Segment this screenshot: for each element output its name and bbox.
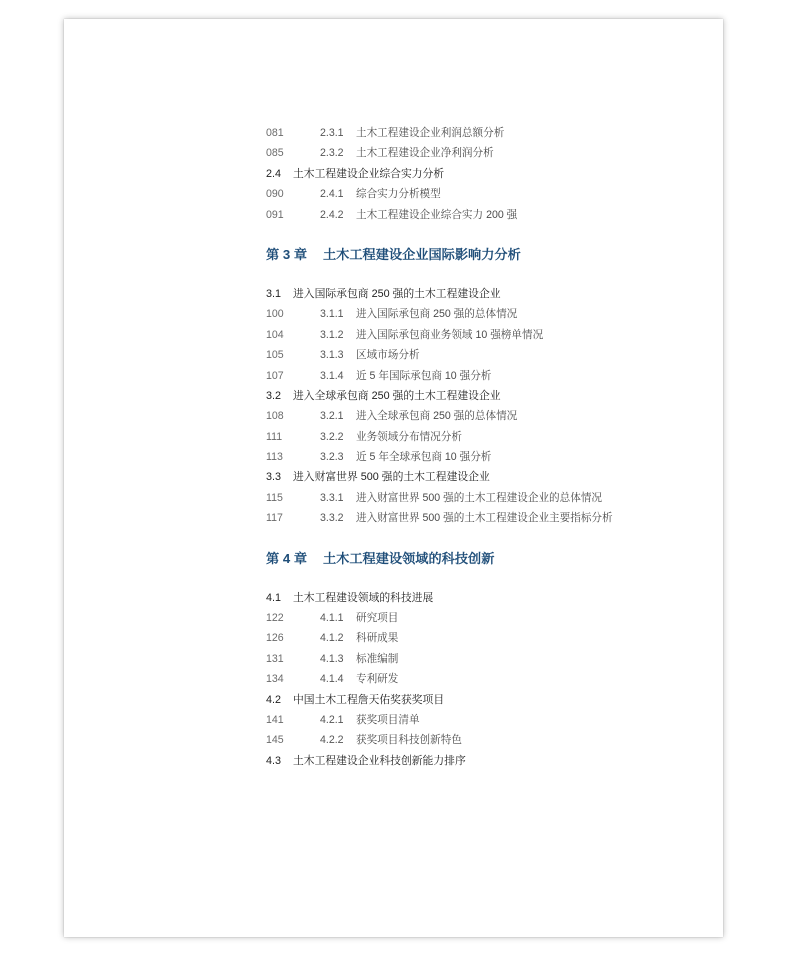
toc-entry-row[interactable]: [266, 325, 696, 345]
page-number: 117: [266, 512, 283, 525]
page-number: 104: [266, 328, 284, 341]
section-title: 土木工程建设企业综合实力分析: [293, 167, 445, 180]
page-number: 085: [266, 147, 284, 160]
entry-number: 4.2.2: [320, 734, 344, 747]
page-number: 122: [266, 612, 284, 625]
toc-entry-row[interactable]: [266, 184, 696, 204]
toc-entry-row[interactable]: [266, 508, 696, 528]
section-number: 4.2: [266, 693, 282, 706]
entry-number: 3.1.3: [320, 349, 344, 362]
entry-title: 研究项目: [356, 612, 399, 625]
toc-entry-row[interactable]: [266, 304, 696, 324]
chapter-title: 土木工程建设领域的科技创新: [323, 550, 495, 566]
section-number: 2.4: [266, 167, 282, 180]
table-of-contents: [266, 123, 696, 771]
section-title: 土木工程建设领域的科技进展: [293, 591, 434, 604]
entry-number: 4.1.4: [320, 673, 344, 686]
entry-number: 4.1.2: [320, 632, 344, 645]
entry-title: 近 5 年国际承包商 10 强分析: [356, 369, 492, 382]
page-number: 145: [266, 734, 284, 747]
toc-entry-row[interactable]: [266, 669, 696, 689]
toc-section-row[interactable]: [266, 164, 696, 184]
entry-title: 进入国际承包商 250 强的总体情况: [356, 308, 518, 321]
toc-entry-row[interactable]: [266, 205, 696, 225]
toc-block-chapter-3: [266, 284, 696, 529]
entry-number: 3.3.2: [320, 512, 344, 525]
entry-title: 科研成果: [356, 632, 399, 645]
page-number: 100: [266, 308, 284, 321]
toc-entry-row[interactable]: [266, 649, 696, 669]
page-number: 113: [266, 451, 283, 464]
page-number: 131: [266, 652, 284, 665]
section-number: 4.1: [266, 591, 282, 604]
chapter-heading-4[interactable]: [266, 549, 696, 569]
document-page: [64, 19, 723, 937]
entry-title: 土木工程建设企业综合实力 200 强: [356, 208, 518, 221]
entry-number: 2.3.2: [320, 147, 344, 160]
toc-entry-row[interactable]: [266, 345, 696, 365]
entry-number: 3.2.1: [320, 410, 344, 423]
toc-section-row[interactable]: [266, 690, 696, 710]
entry-number: 3.3.1: [320, 491, 344, 504]
entry-number: 2.4.1: [320, 188, 344, 201]
entry-number: 3.1.2: [320, 328, 344, 341]
section-title: 进入国际承包商 250 强的土木工程建设企业: [293, 287, 501, 300]
chapter-number: 第 3 章: [266, 246, 308, 262]
toc-section-row[interactable]: [266, 751, 696, 771]
section-number: 4.3: [266, 754, 282, 767]
page-number: 141: [266, 713, 284, 726]
entry-title: 进入财富世界 500 强的土木工程建设企业的总体情况: [356, 491, 603, 504]
entry-title: 获奖项目科技创新特色: [356, 734, 462, 747]
toc-entry-row[interactable]: [266, 447, 696, 467]
toc-entry-row[interactable]: [266, 488, 696, 508]
toc-entry-row[interactable]: [266, 366, 696, 386]
entry-title: 业务领域分布情况分析: [356, 430, 462, 443]
toc-entry-row[interactable]: [266, 123, 696, 143]
chapter-heading-3[interactable]: [266, 245, 696, 265]
entry-number: 3.2.3: [320, 451, 344, 464]
toc-entry-row[interactable]: [266, 730, 696, 750]
toc-block-chapter-4: [266, 588, 696, 772]
entry-number: 3.1.4: [320, 369, 344, 382]
entry-title: 土木工程建设企业净利润分析: [356, 147, 494, 160]
entry-number: 3.2.2: [320, 430, 344, 443]
section-title: 进入全球承包商 250 强的土木工程建设企业: [293, 389, 501, 402]
entry-number: 2.3.1: [320, 127, 344, 139]
entry-number: 4.1.1: [320, 612, 344, 625]
page-number: 126: [266, 632, 284, 645]
entry-title: 专利研发: [356, 673, 399, 686]
entry-title: 获奖项目清单: [356, 713, 420, 726]
toc-entry-row[interactable]: [266, 406, 696, 426]
section-title: 进入财富世界 500 强的土木工程建设企业: [293, 471, 490, 484]
entry-title: 进入财富世界 500 强的土木工程建设企业主要指标分析: [356, 512, 613, 525]
entry-title: 标准编制: [356, 652, 399, 665]
section-number: 3.3: [266, 471, 282, 484]
page-number: 091: [266, 208, 284, 221]
section-number: 3.1: [266, 287, 282, 300]
entry-number: 2.4.2: [320, 208, 344, 221]
toc-entry-row[interactable]: [266, 710, 696, 730]
page-number: 107: [266, 369, 284, 382]
entry-title: 近 5 年全球承包商 10 强分析: [356, 451, 492, 464]
toc-entry-row[interactable]: [266, 628, 696, 648]
toc-entry-row[interactable]: [266, 427, 696, 447]
entry-title: 综合实力分析模型: [356, 188, 441, 201]
page-number: 081: [266, 127, 284, 139]
page-number: 115: [266, 491, 283, 504]
toc-section-row[interactable]: [266, 588, 696, 608]
section-title: 土木工程建设企业科技创新能力排序: [293, 754, 466, 767]
page-number: 105: [266, 349, 284, 362]
entry-number: 4.1.3: [320, 652, 344, 665]
page-number: 134: [266, 673, 284, 686]
toc-block-chapter-2-tail: [266, 123, 696, 225]
toc-section-row[interactable]: [266, 284, 696, 304]
entry-number: 3.1.1: [320, 308, 344, 321]
page-number: 090: [266, 188, 284, 201]
section-number: 3.2: [266, 389, 282, 402]
entry-title: 进入国际承包商业务领域 10 强榜单情况: [356, 328, 544, 341]
entry-number: 4.2.1: [320, 713, 344, 726]
entry-title: 土木工程建设企业利润总额分析: [356, 127, 505, 139]
toc-section-row[interactable]: [266, 386, 696, 406]
toc-entry-row[interactable]: [266, 143, 696, 163]
section-title: 中国土木工程詹天佑奖获奖项目: [293, 693, 445, 706]
page-number: 111: [266, 430, 283, 443]
chapter-title: 土木工程建设企业国际影响力分析: [323, 246, 521, 262]
chapter-number: 第 4 章: [266, 550, 308, 566]
toc-section-row[interactable]: [266, 467, 696, 487]
entry-title: 进入全球承包商 250 强的总体情况: [356, 410, 518, 423]
entry-title: 区域市场分析: [356, 349, 420, 362]
toc-entry-row[interactable]: [266, 608, 696, 628]
page-number: 108: [266, 410, 284, 423]
